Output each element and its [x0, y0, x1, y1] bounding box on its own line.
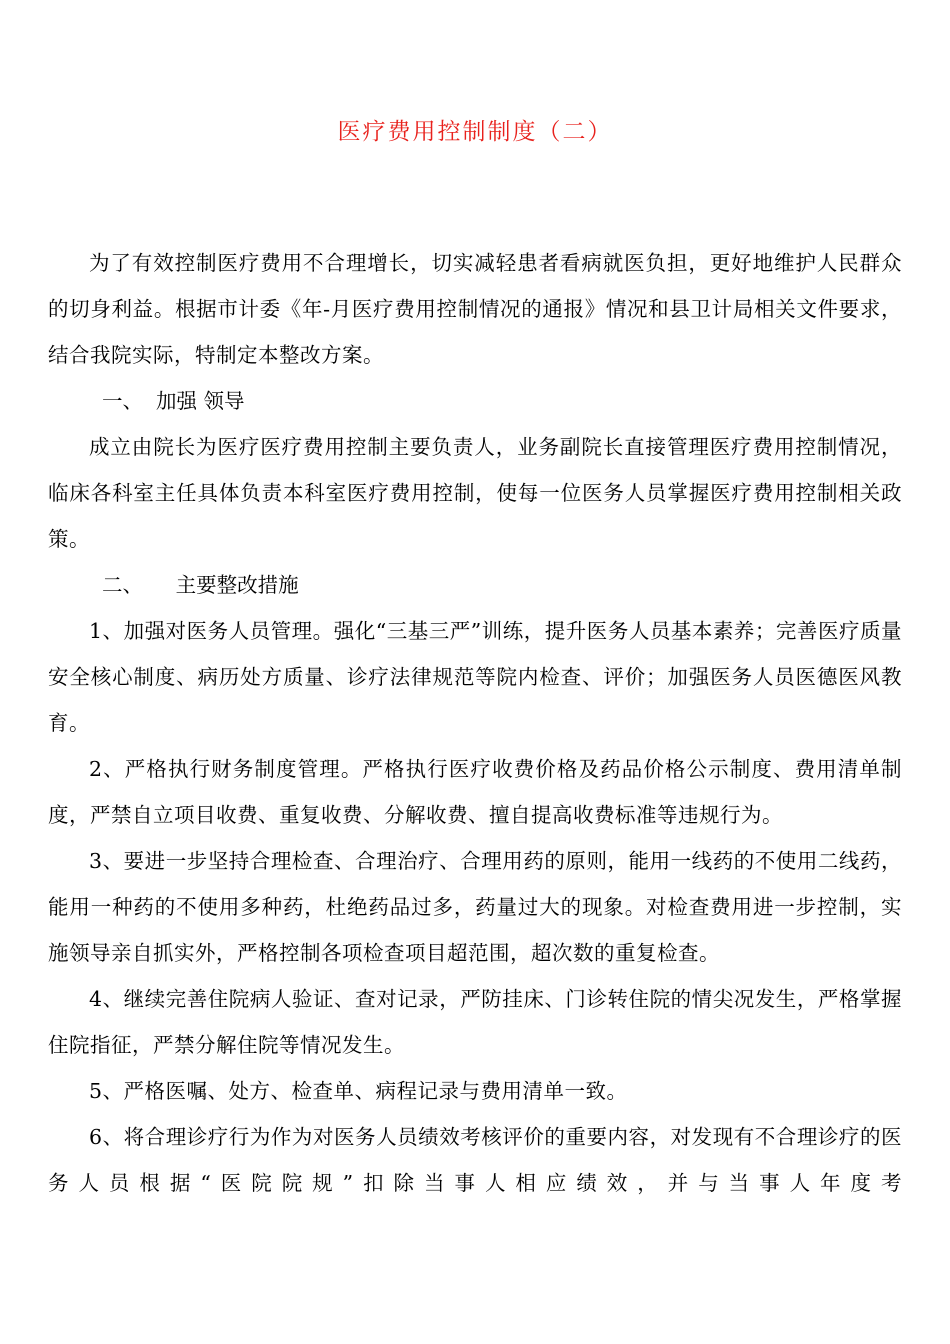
- intro-paragraph: 为了有效控制医疗费用不合理增长，切实减轻患者看病就医负担，更好地维护人民群众的切身利益。根据市计委《年-月医疗费用控制情况的通报》情况和县卫计局相关文件要求，结合我院实际，特制定本整改方案。: [48, 251, 902, 367]
- measure-item-3: 3、要进一步坚持合理检查、合理治疗、合理用药的原则，能用一线药的不使用二线药，能用一种药的不使用多种药，杜绝药品过多，药量过大的现象。对检查费用进一步控制，实施领导亲自抓实外，严格控制各项检查项目超范围，超次数的重复检查。: [48, 849, 902, 965]
- measure-item-1: 1、加强对医务人员管理。强化“三基三严”训练，提升医务人员基本素养；完善医疗质量安全核心制度、病历处方质量、诊疗法律规范等院内检查、评价；加强医务人员医德医风教育。: [48, 619, 902, 735]
- section-2-heading: 二、 主要整改措施: [102, 573, 299, 597]
- measure-item-2: 2、严格执行财务制度管理。严格执行医疗收费价格及药品价格公示制度、费用清单制度，严禁自立项目收费、重复收费、分解收费、擅自提高收费标准等违规行为。: [48, 757, 902, 827]
- section-1-paragraph: 成立由院长为医疗医疗费用控制主要负责人，业务副院长直接管理医疗费用控制情况，临床各科室主任具体负责本科室医疗费用控制，使每一位医务人员掌握医疗费用控制相关政策。: [48, 435, 902, 551]
- section-1-heading: 一、 加强 领导: [102, 389, 245, 413]
- document-body: [48, 240, 902, 1206]
- measure-item-5: 5、严格医嘱、处方、检查单、病程记录与费用清单一致。: [89, 1079, 628, 1103]
- measure-item-6: 6、将合理诊疗行为作为对医务人员绩效考核评价的重要内容，对发现有不合理诊疗的医务人员根据“医院院规”扣除当事人相应绩效，并与当事人年度考: [48, 1125, 902, 1195]
- measure-item-4: 4、继续完善住院病人验证、查对记录，严防挂床、门诊转住院的情尖况发生，严格掌握住院指征，严禁分解住院等情况发生。: [48, 987, 902, 1057]
- document-title: 医疗费用控制制度（二）: [337, 119, 613, 145]
